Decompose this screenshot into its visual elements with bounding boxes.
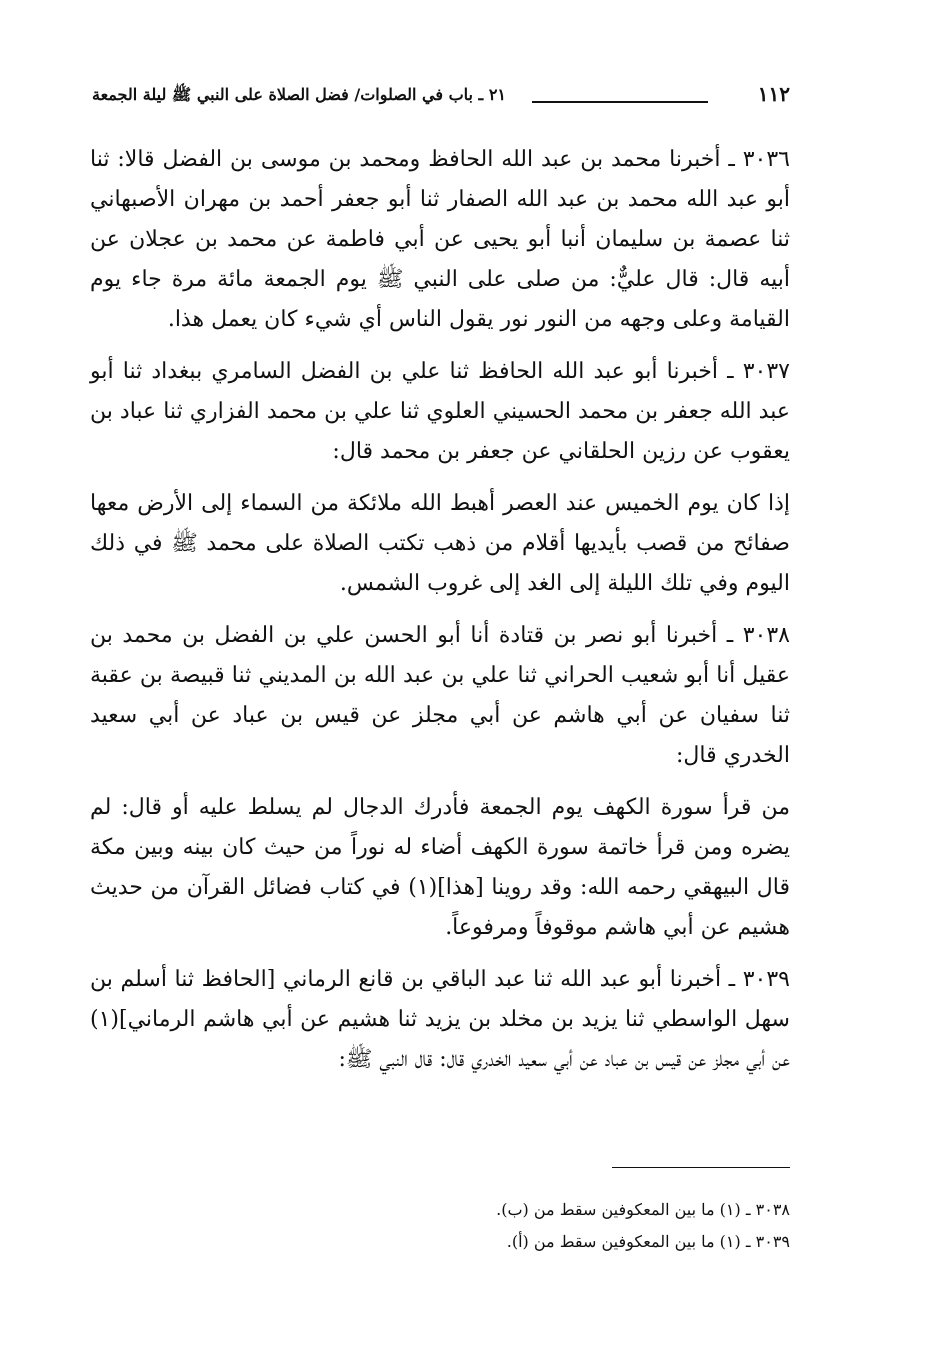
footnotes (90, 1194, 790, 1258)
running-title: ٢١ ـ باب في الصلوات/ فضل الصلاة على النبي ﷺ ليلة الجمعة (92, 85, 506, 104)
hadith-3038: ٣٠٣٨ ـ أخبرنا أبو نصر بن قتادة أنا أبو الحسن علي بن الفضل بن محمد بن عقيل أنا أبو شعيب الحراني ثنا علي بن عبد الله بن المديني ثنا قبيصة بن عقبة ثنا سفيان عن أبي هاشم عن أبي مجلز عن قيس بن عباد عن أبي سعيد الخدري قال: (90, 623, 790, 768)
hadith-3037-text: إذا كان يوم الخميس عند العصر أهبط الله ملائكة من السماء إلى الأرض معها صفائح من قصب بأيديها أقلام من ذهب تكتب الصلاة على محمد ﷺ في ذلك اليوم وفي تلك الليلة إلى الغد إلى غروب الشمس. (90, 491, 790, 596)
footnote-3039: ٣٠٣٩ ـ (١) ما بين المعكوفين سقط من (أ). (506, 1232, 790, 1251)
page-number: ١١٢ (757, 82, 790, 106)
hadith-3039: ٣٠٣٩ ـ أخبرنا أبو عبد الله ثنا عبد الباقي بن قانع الرماني [الحافظ ثنا أسلم بن سهل الواسطي ثنا يزيد بن مخلد بن يزيد ثنا هشيم عن أبي هاشم الرماني](١) عن أبي مجلز عن قيس بن عباد عن أبي سعيد الخدري قال: قال النبي ﷺ: (90, 967, 790, 1072)
hadith-3038-text: من قرأ سورة الكهف يوم الجمعة فأدرك الدجال لم يسلط عليه أو قال: لم يضره ومن قرأ خاتمة سورة الكهف أضاء له نوراً من حيث كان بينه وبين مكة قال البيهقي رحمه الله: وقد روينا [هذا](١) في كتاب فضائل القرآن من حديث هشيم عن أبي هاشم موقوفاً ومرفوعاً. (90, 795, 790, 940)
hadith-3037: ٣٠٣٧ ـ أخبرنا أبو عبد الله الحافظ ثنا علي بن الفضل السامري ببغداد ثنا أبو عبد الله جعفر بن محمد الحسيني العلوي ثنا علي بن محمد الفزاري ثنا عباد بن يعقوب عن رزين الحلقاني عن جعفر بن محمد قال: (90, 359, 790, 464)
main-text (90, 140, 790, 1080)
header-rule (532, 101, 708, 103)
footnote-rule (612, 1167, 790, 1168)
hadith-3036: ٣٠٣٦ ـ أخبرنا محمد بن عبد الله الحافظ ومحمد بن موسى بن الفضل قالا: ثنا أبو عبد الله محمد بن عبد الله الصفار ثنا أبو جعفر أحمد بن مهران الأصبهاني ثنا عصمة بن سليمان أنبا أبو يحيى عن أبي فاطمة عن محمد بن عجلان عن أبيه قال: قال عليٌّ: من صلى على النبي ﷺ يوم الجمعة مائة مرة جاء يوم القيامة وعلى وجهه من النور نور يقول الناس أي شيء كان يعمل هذا. (90, 147, 790, 332)
footnote-3038: ٣٠٣٨ ـ (١) ما بين المعكوفين سقط من (ب). (496, 1200, 790, 1219)
running-header (92, 82, 790, 116)
